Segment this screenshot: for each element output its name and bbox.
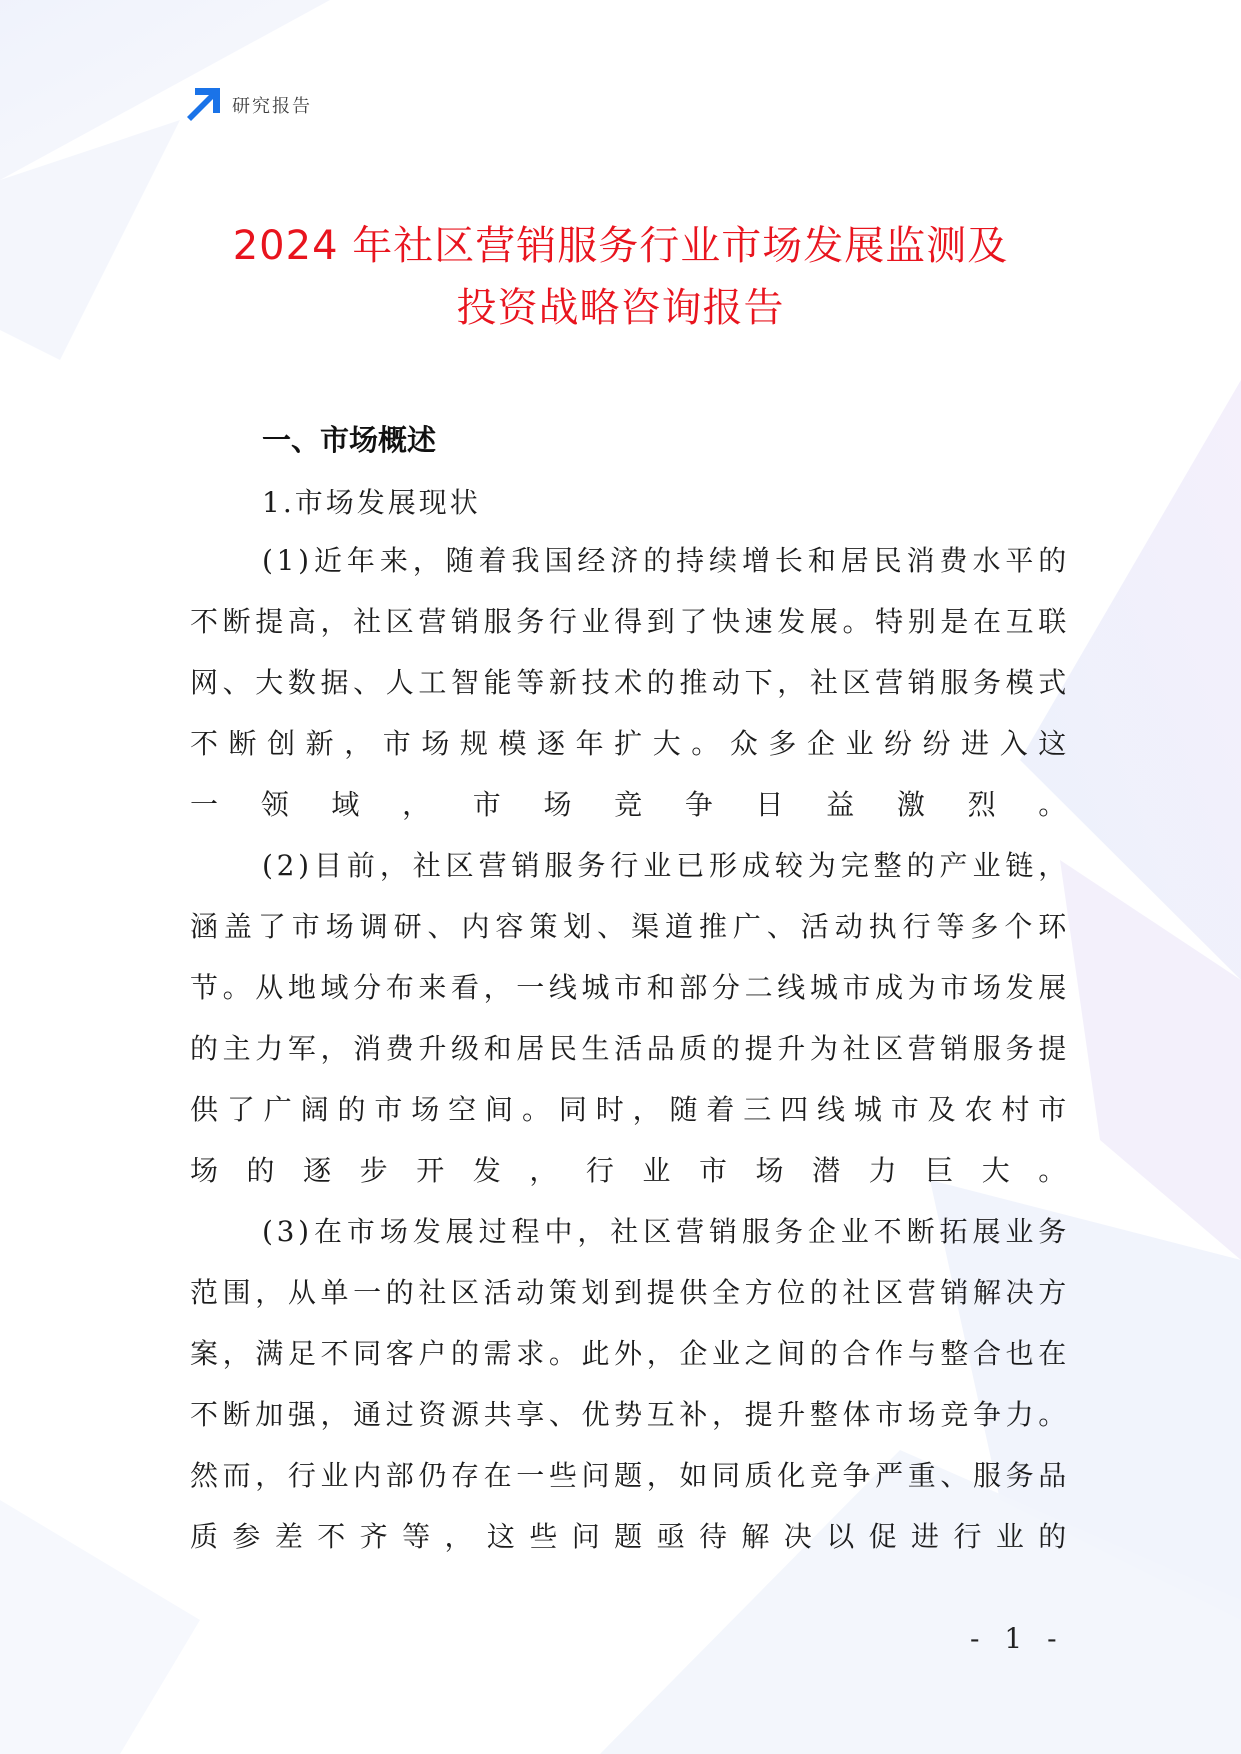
paragraph-line: (3)在市场发展过程中，社区营销服务企业不断拓展业 — [262, 1215, 1039, 1248]
page-number: - 1 - — [970, 1622, 1065, 1655]
arrow-up-right-icon — [187, 88, 220, 121]
paragraph-line: 的不断提高，社区营销服务行业得到了快速发展。特别是在 — [190, 544, 1070, 638]
paragraph-last-line: 一领域，市场竞争日益激烈。 — [190, 788, 1070, 821]
paragraph-line: 务模式不断创新，市场规模逐年扩大。众多企业纷纷进入这 — [190, 666, 1070, 760]
report-header — [187, 88, 312, 121]
paragraph-line: 重、服务品质参差不齐等，这些问题亟待解决以促进行业的 — [190, 1459, 1070, 1553]
paragraph-line: 务提供了广阔的市场空间。同时，随着三四线城市及农村市 — [190, 1032, 1070, 1126]
report-type-label: 研究报告 — [232, 95, 312, 117]
paragraph-line: 竞争力。然而，行业内部仍存在一些问题，如同质化竞争严 — [190, 1398, 1070, 1492]
paragraph-line: 决方案，满足不同客户的需求。此外，企业之间的合作与整 — [190, 1276, 1070, 1370]
section-heading: 一、市场概述 — [262, 423, 437, 457]
paragraph-3 — [190, 1201, 1070, 1567]
paragraph-line: (1)近年来，随着我国经济的持续增长和居民消费水平 — [262, 544, 1039, 577]
paragraph-line: 展的主力军，消费升级和居民生活品质的提升为社区营销服 — [190, 971, 1070, 1065]
paragraph-1 — [190, 530, 1070, 835]
body-text — [190, 530, 1070, 1567]
paragraph-last-line: 场的逐步开发，行业市场潜力巨大。 — [190, 1154, 1070, 1187]
title-line-1: 2024 年社区营销服务行业市场发展监测及 — [232, 223, 1009, 269]
paragraph-2 — [190, 835, 1070, 1201]
paragraph-line: 务范围，从单一的社区活动策划到提供全方位的社区营销解 — [190, 1215, 1070, 1309]
paragraph-line: 节。从地域分布来看，一线城市和部分二线城市成为市场发 — [190, 971, 1039, 1004]
page-title — [150, 215, 1091, 339]
paragraph-line: 互联网、大数据、人工智能等新技术的推动下，社区营销服 — [190, 605, 1070, 699]
paragraph-line: 合也在不断加强，通过资源共享、优势互补，提升整体市场 — [190, 1337, 1070, 1431]
sub-heading: 1.市场发展现状 — [262, 486, 481, 519]
paragraph-line: (2)目前，社区营销服务行业已形成较为完整的产业链， — [262, 849, 1070, 882]
paragraph-line: 涵盖了市场调研、内容策划、渠道推广、活动执行等多个环 — [190, 910, 1070, 943]
title-line-2: 投资战略咨询报告 — [456, 285, 785, 331]
